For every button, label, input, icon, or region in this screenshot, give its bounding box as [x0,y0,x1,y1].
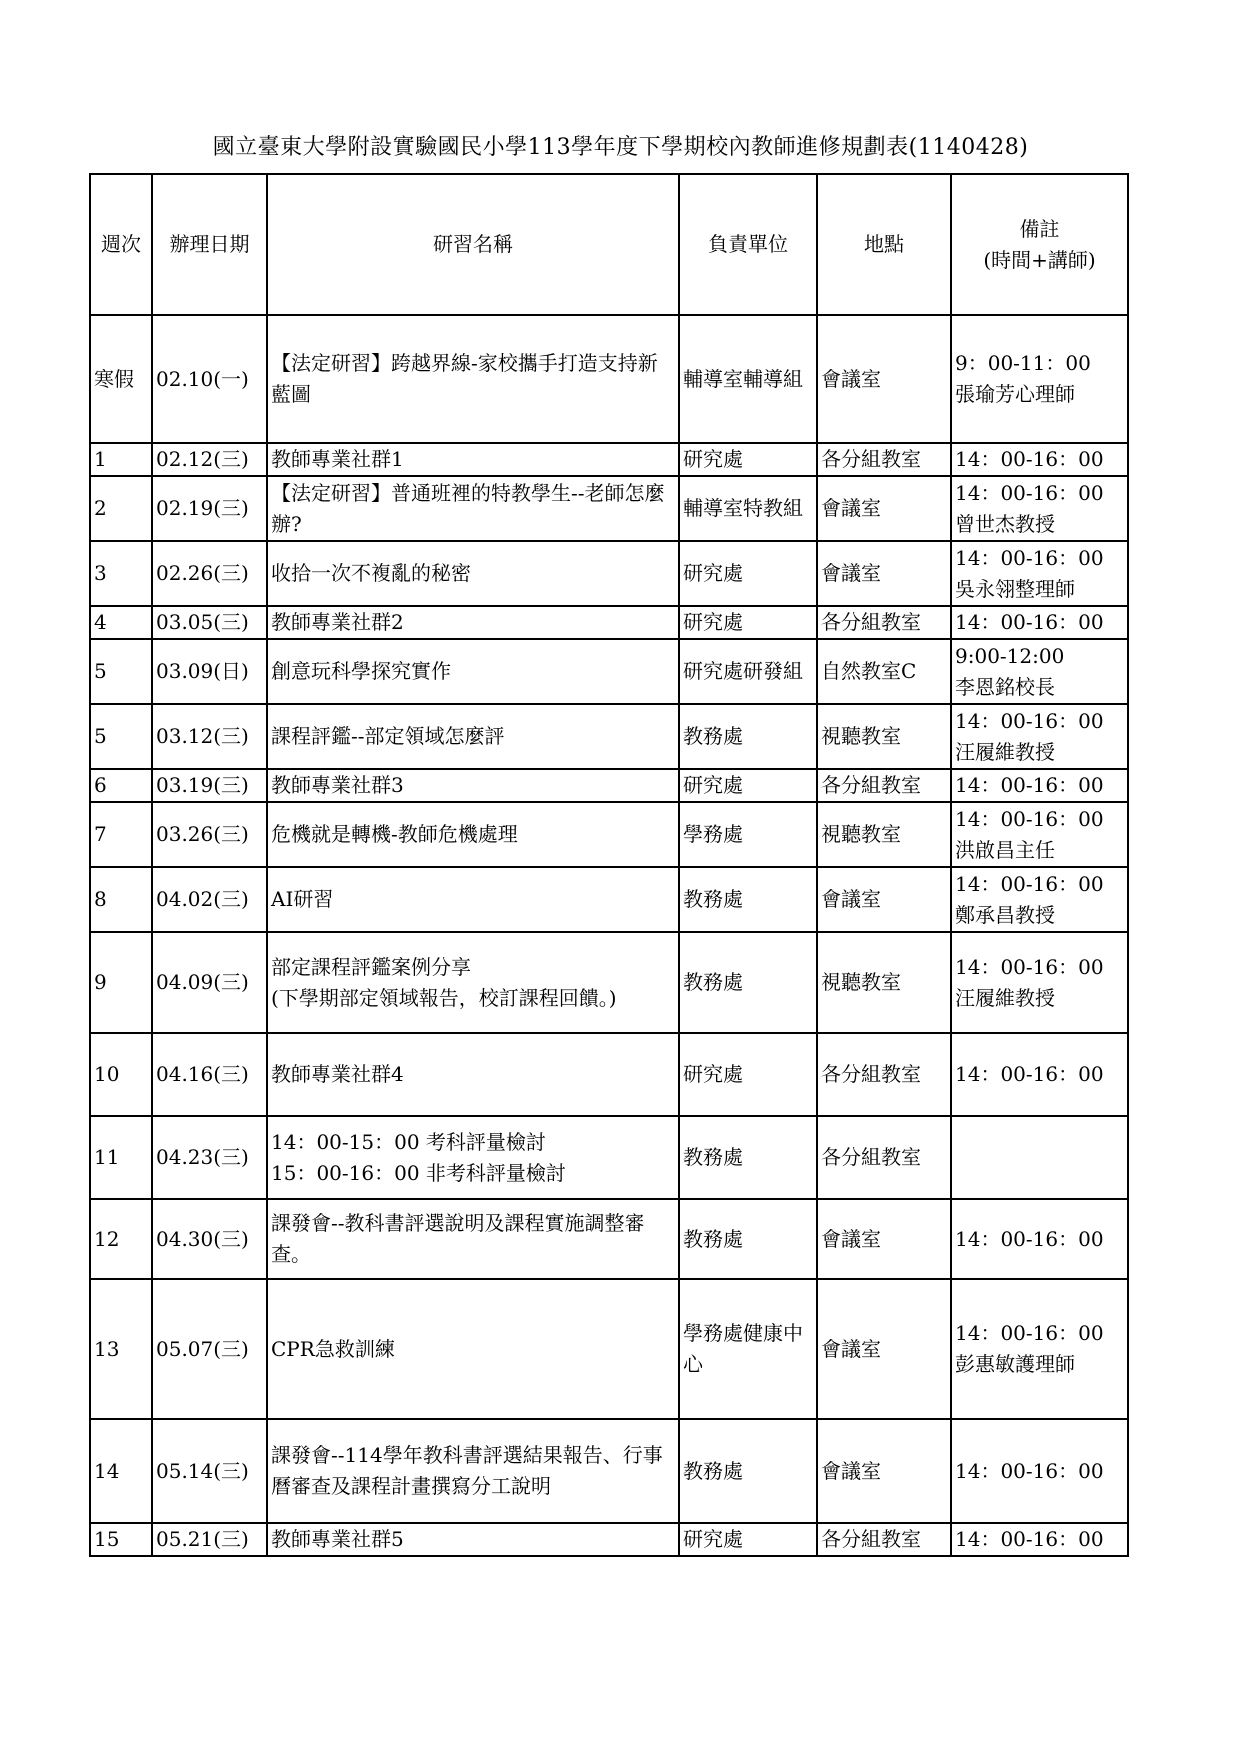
note-cell: 14：00-16：00 [951,443,1128,476]
place-cell: 各分組教室 [817,1033,951,1116]
note-cell: 9：00-11：00 張瑜芳心理師 [951,315,1128,443]
page-title: 國立臺東大學附設實驗國民小學113學年度下學期校內教師進修規劃表(1140428) [212,135,1029,160]
date-cell: 04.02(三) [152,867,267,932]
topic-cell: 教師專業社群5 [267,1523,679,1556]
unit-cell: 教務處 [679,704,817,769]
week-cell: 4 [90,606,152,639]
topic-cell: 危機就是轉機-教師危機處理 [267,802,679,867]
note-cell: 14：00-16：00 吳永翎整理師 [951,541,1128,606]
week-cell: 7 [90,802,152,867]
table-row [90,802,1128,867]
date-cell: 04.30(三) [152,1199,267,1279]
week-cell: 2 [90,476,152,541]
unit-cell: 教務處 [679,1199,817,1279]
table-row [90,1199,1128,1279]
week-cell: 14 [90,1419,152,1523]
table-row [90,769,1128,802]
topic-cell: 【法定研習】跨越界線-家校攜手打造支持新藍圖 [267,315,679,443]
week-cell: 3 [90,541,152,606]
header-note: 備註 (時間+講師) [951,174,1128,315]
header-date: 辦理日期 [152,174,267,315]
table-row [90,1116,1128,1199]
date-cell: 03.12(三) [152,704,267,769]
table-row [90,476,1128,541]
week-cell: 1 [90,443,152,476]
date-cell: 03.09(日) [152,639,267,704]
unit-cell: 教務處 [679,1116,817,1199]
place-cell: 會議室 [817,1199,951,1279]
week-cell: 12 [90,1199,152,1279]
week-cell: 8 [90,867,152,932]
unit-cell: 教務處 [679,1419,817,1523]
note-cell: 14：00-16：00 [951,1419,1128,1523]
header-unit: 負責單位 [679,174,817,315]
date-cell: 02.10(一) [152,315,267,443]
header-topic: 研習名稱 [267,174,679,315]
date-cell: 04.23(三) [152,1116,267,1199]
place-cell: 各分組教室 [817,769,951,802]
date-cell: 02.19(三) [152,476,267,541]
place-cell: 自然教室C [817,639,951,704]
note-cell: 14：00-16：00 洪啟昌主任 [951,802,1128,867]
note-cell: 14：00-16：00 [951,606,1128,639]
topic-cell: 收拾一次不複亂的秘密 [267,541,679,606]
note-cell: 14：00-16：00 [951,769,1128,802]
date-cell: 04.09(三) [152,932,267,1033]
topic-cell: 教師專業社群4 [267,1033,679,1116]
unit-cell: 研究處 [679,443,817,476]
unit-cell: 學務處健康中心 [679,1279,817,1419]
table-row [90,639,1128,704]
note-cell: 14：00-16：00 曾世杰教授 [951,476,1128,541]
note-cell: 14：00-16：00 [951,1199,1128,1279]
header-place: 地點 [817,174,951,315]
topic-cell: 創意玩科學探究實作 [267,639,679,704]
date-cell: 03.05(三) [152,606,267,639]
week-cell: 11 [90,1116,152,1199]
week-cell: 10 [90,1033,152,1116]
week-cell: 9 [90,932,152,1033]
place-cell: 會議室 [817,541,951,606]
place-cell: 會議室 [817,315,951,443]
week-cell: 6 [90,769,152,802]
place-cell: 會議室 [817,476,951,541]
training-schedule-table [89,173,1129,1557]
header-row [90,174,1128,315]
date-cell: 03.26(三) [152,802,267,867]
table-row [90,606,1128,639]
table-row [90,932,1128,1033]
unit-cell: 教務處 [679,867,817,932]
note-cell: 14：00-16：00 汪履維教授 [951,932,1128,1033]
topic-cell: 【法定研習】普通班裡的特教學生--老師怎麼辦? [267,476,679,541]
place-cell: 會議室 [817,867,951,932]
topic-cell: 教師專業社群1 [267,443,679,476]
table-row [90,541,1128,606]
topic-cell: 教師專業社群3 [267,769,679,802]
week-cell: 寒假 [90,315,152,443]
place-cell: 各分組教室 [817,1116,951,1199]
unit-cell: 研究處研發組 [679,639,817,704]
note-cell: 14：00-16：00 彭惠敏護理師 [951,1279,1128,1419]
note-cell: 14：00-16：00 鄭承昌教授 [951,867,1128,932]
week-cell: 15 [90,1523,152,1556]
topic-cell: 教師專業社群2 [267,606,679,639]
table-row [90,443,1128,476]
date-cell: 02.26(三) [152,541,267,606]
date-cell: 05.21(三) [152,1523,267,1556]
date-cell: 05.14(三) [152,1419,267,1523]
unit-cell: 研究處 [679,541,817,606]
place-cell: 視聽教室 [817,802,951,867]
unit-cell: 輔導室輔導組 [679,315,817,443]
week-cell: 13 [90,1279,152,1419]
week-cell: 5 [90,639,152,704]
table-row [90,704,1128,769]
unit-cell: 教務處 [679,932,817,1033]
unit-cell: 研究處 [679,1523,817,1556]
topic-cell: 部定課程評鑑案例分享 (下學期部定領域報告，校訂課程回饋。) [267,932,679,1033]
date-cell: 04.16(三) [152,1033,267,1116]
date-cell: 03.19(三) [152,769,267,802]
place-cell: 各分組教室 [817,606,951,639]
table-row [90,1523,1128,1556]
table-row [90,1279,1128,1419]
note-cell: 9:00-12:00 李恩銘校長 [951,639,1128,704]
unit-cell: 輔導室特教組 [679,476,817,541]
topic-cell: 14：00-15：00 考科評量檢討 15：00-16：00 非考科評量檢討 [267,1116,679,1199]
table-row [90,315,1128,443]
unit-cell: 研究處 [679,606,817,639]
unit-cell: 研究處 [679,769,817,802]
place-cell: 會議室 [817,1279,951,1419]
note-cell: 14：00-16：00 汪履維教授 [951,704,1128,769]
unit-cell: 學務處 [679,802,817,867]
topic-cell: 課程評鑑--部定領域怎麼評 [267,704,679,769]
table-row [90,867,1128,932]
note-cell [951,1116,1128,1199]
topic-cell: 課發會--教科書評選說明及課程實施調整審查。 [267,1199,679,1279]
note-cell: 14：00-16：00 [951,1033,1128,1116]
date-cell: 05.07(三) [152,1279,267,1419]
topic-cell: CPR急救訓練 [267,1279,679,1419]
topic-cell: 課發會--114學年教科書評選結果報告、行事曆審查及課程計畫撰寫分工說明 [267,1419,679,1523]
table-row [90,1419,1128,1523]
header-week: 週次 [90,174,152,315]
topic-cell: AI研習 [267,867,679,932]
place-cell: 會議室 [817,1419,951,1523]
place-cell: 各分組教室 [817,443,951,476]
place-cell: 視聽教室 [817,932,951,1033]
note-cell: 14：00-16：00 [951,1523,1128,1556]
date-cell: 02.12(三) [152,443,267,476]
unit-cell: 研究處 [679,1033,817,1116]
table-row [90,1033,1128,1116]
place-cell: 視聽教室 [817,704,951,769]
place-cell: 各分組教室 [817,1523,951,1556]
week-cell: 5 [90,704,152,769]
